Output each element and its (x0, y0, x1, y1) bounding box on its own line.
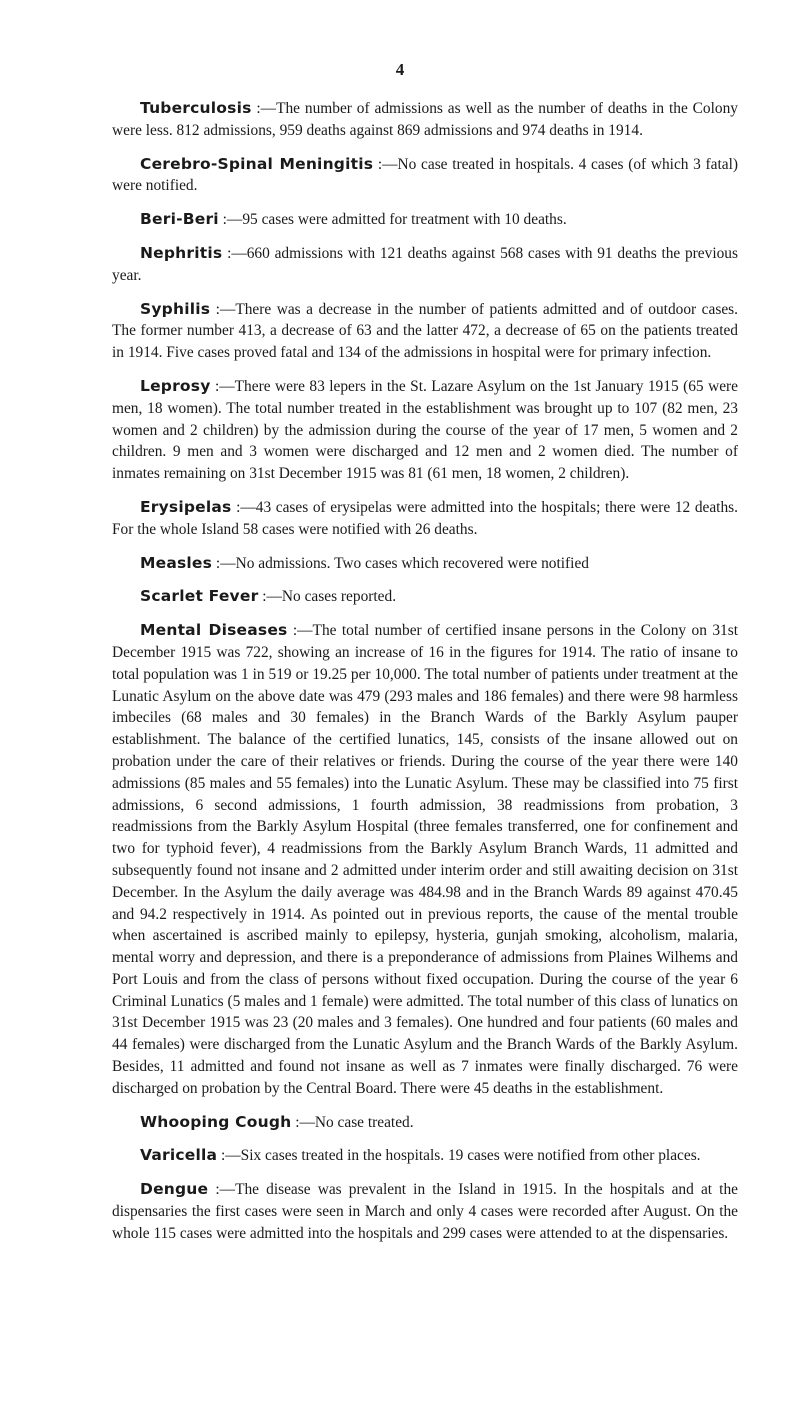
heading-syphilis: Syphilis (140, 299, 211, 318)
heading-scarlet-fever: Scarlet Fever (140, 587, 259, 606)
paragraph-nephritis (112, 243, 738, 287)
paragraph-tuberculosis (112, 98, 738, 142)
heading-nephritis: Nephritis (140, 243, 223, 262)
paragraph-scarlet-fever (112, 586, 738, 608)
heading-tuberculosis: Tuberculosis (140, 99, 252, 117)
paragraph-beri-beri (112, 209, 738, 231)
paragraph-erysipelas (112, 497, 738, 541)
text-measles: :—No admissions. Two cases which recovered were notified (212, 554, 589, 572)
text-erysipelas: :—43 cases of erysipelas were admitted into the hospitals; there were 12 deaths. For the whole Island 58 cases were notified with 26 deaths. (112, 498, 738, 538)
paragraph-measles (112, 553, 738, 575)
text-dengue: :—The disease was prevalent in the Island in 1915. In the hospitals and at the dispensaries the first cases were seen in March and only 4 cases were recorded after August. On the whole 115 cases were admitted into the hospitals and 299 cases were attended to at the dispensaries. (112, 1181, 738, 1242)
heading-dengue: Dengue (140, 1180, 209, 1199)
paragraph-syphilis (112, 299, 738, 364)
heading-leprosy: Leprosy (140, 376, 211, 395)
report-body (112, 98, 738, 1257)
text-mental-diseases: :—The total number of certified insane persons in the Colony on 31st December 1915 was 722, showing an increase of 16 in the figures for 1914. The ratio of insane to total population was 1 in 519 or 19.25 per 10,000. The total number of patients under treatment at the Lunatic Asylum on the above date was 479 (293 males and 186 females) and there were 98 harmless imbeciles (68 males and 30 females) in the Branch Wards of the Barkly Asylum pauper establishment. The balance of the certified lunatics, 145, consists of the insane allowed out on probation under the care of their relatives or friends. During the course of the year there were 140 admissions (85 males and 55 females) into the Lunatic Asylum. These may be classified into 75 first admissions, 6 second admissions, 1 fourth admission, 38 readmissions from probation, 3 readmissions from the Barkly Asylum Hospital (three females transferred, one for confinement and two for typhoid fever), 4 readmissions from the Barkly Asylum Branch Wards, 11 admitted and subsequently found not insane and 2 admitted under interim order and still awaiting decision on 31st December. In the Asylum the daily average was 484.98 and in the Branch Wards 89 against 470.45 and 94.2 respectively in 1914. As pointed out in previous reports, the cause of the mental trouble when ascertained is ascribed mainly to epilepsy, hysteria, gunjah smoking, alcoholism, malaria, mental worry and depression, and there is a preponderance of admissions from Plaines Wilhems and Port Louis and from the class of persons without fixed occupation. During the course of the year 6 Criminal Lunatics (5 males and 1 female) were admitted. The total number of this class of lunatics on 31st December 1915 was 23 (20 males and 3 females). One hundred and four patients (60 males and 44 females) were discharged from the Lunatic Asylum and the Branch Wards of the Barkly Asylum. Besides, 11 admitted and found not insane as well as 7 inmates were finally discharged. 76 were discharged on probation by the Central Board. There were 45 deaths in the establishment. (112, 622, 738, 1097)
paragraph-leprosy (112, 376, 738, 485)
text-leprosy: :—There were 83 lepers in the St. Lazare Asylum on the 1st January 1915 (65 were men, 18 women). The total number treated in the establishment was brought up to 107 (82 men, 23 women and 2 children) by the admission during the course of the year of 17 men, 5 women and 2 children. 9 men and 3 women were discharged and 12 men and 2 women died. The number of inmates remaining on 31st December 1915 was 81 (61 men, 18 women, 2 children). (112, 377, 738, 483)
paragraph-cerebro-spinal-meningitis (112, 154, 738, 198)
text-beri-beri: :—95 cases were admitted for treatment with 10 deaths. (218, 211, 567, 229)
heading-beri-beri: Beri-Beri (140, 210, 219, 229)
heading-cerebro-spinal-meningitis: Cerebro-Spinal Meningitis (140, 154, 374, 173)
text-tuberculosis: :—The number of admissions as well as the number of deaths in the Colony were less. 812 admissions, 959 deaths against 869 admissions and 974 deaths in 1914. (112, 100, 738, 139)
paragraph-dengue (112, 1179, 738, 1244)
paragraph-whooping-cough (112, 1112, 738, 1134)
text-varicella: :—Six cases treated in the hospitals. 19 cases were notified from other places. (217, 1147, 701, 1165)
heading-measles: Measles (140, 553, 213, 572)
heading-mental-diseases: Mental Diseases (140, 621, 288, 640)
page-number: 4 (395, 60, 405, 79)
text-cerebro-spinal-meningitis: :—No case treated in hospitals. 4 cases (of which 3 fatal) were notified. (112, 155, 739, 195)
text-syphilis: :—There was a decrease in the number of patients admitted and of outdoor cases. The former number 413, a decrease of 63 and the latter 472, a decrease of 65 on the patients treated in 1914. Five cases proved fatal and 134 of the admissions in hospital were for primary infection. (112, 300, 738, 362)
heading-whooping-cough: Whooping Cough (140, 1112, 292, 1131)
heading-erysipelas: Erysipelas (140, 497, 232, 516)
text-nephritis: :—660 admissions with 121 deaths against 568 cases with 91 deaths the previous year. (112, 244, 738, 284)
paragraph-varicella (112, 1145, 738, 1167)
paragraph-mental-diseases (112, 620, 738, 1100)
text-scarlet-fever: :—No cases reported. (258, 588, 397, 606)
text-whooping-cough: :—No case treated. (291, 1113, 414, 1131)
heading-varicella: Varicella (140, 1146, 218, 1165)
